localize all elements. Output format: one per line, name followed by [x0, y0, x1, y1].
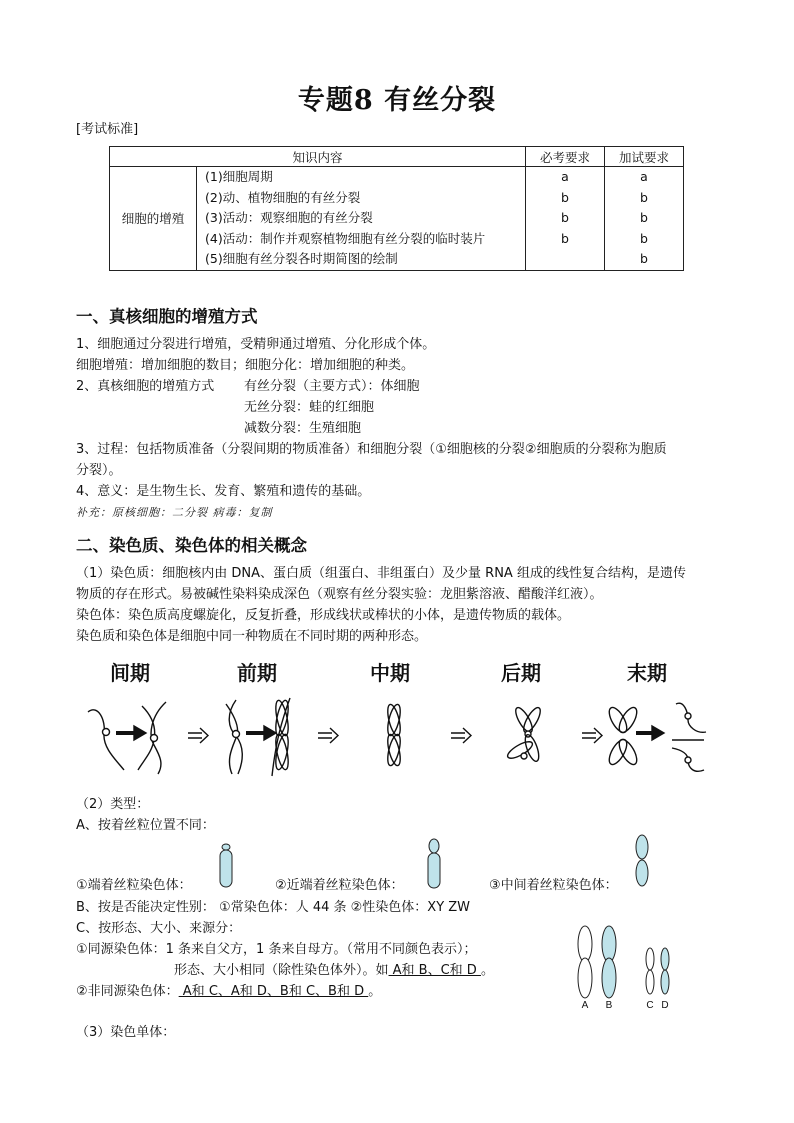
extra-4: b: [640, 230, 648, 246]
items-cell: [197, 167, 526, 271]
section2-heading: 二、染色质、染色体的相关概念: [76, 536, 307, 555]
label-c: C: [646, 1000, 654, 1010]
phase-label-telophase: 末期: [627, 661, 667, 685]
s1-amitosis: 无丝分裂：蛙的红细胞: [244, 400, 375, 415]
chromosome-d-upper: [661, 948, 669, 970]
process-arrow: [188, 728, 208, 743]
non-homologous-label: ②非同源染色体：: [76, 984, 179, 999]
required-3: b: [561, 210, 569, 225]
thick-arrow-head: [134, 726, 146, 740]
chromosome-d-lower: [661, 970, 669, 994]
shape-size-heading: C、按形态、大小、来源分：: [76, 921, 242, 936]
header-required: 必考要求: [526, 147, 605, 167]
label-b: B: [605, 1000, 613, 1010]
label-d: D: [661, 1000, 669, 1010]
chromosome-b-lower: [602, 958, 616, 998]
process-arrow: [451, 728, 471, 743]
s1-meiosis: 减数分裂：生殖细胞: [244, 421, 362, 436]
extra-1: a: [640, 169, 648, 184]
section1-heading: 一、真核细胞的增殖方式: [76, 307, 258, 326]
extra-5: b: [640, 251, 648, 266]
thick-arrow-head: [264, 726, 276, 740]
s1-p2: 细胞增殖：增加细胞的数目；细胞分化：增加细胞的种类。: [76, 358, 415, 373]
phase-label-anaphase: 后期: [501, 661, 541, 685]
s1-p4b: 分裂）。: [76, 463, 122, 478]
chromosome-c-upper: [646, 948, 654, 970]
required-5: [530, 249, 600, 270]
item-3: (3)活动：观察细胞的有丝分裂: [205, 210, 373, 225]
phase-label-interphase: 间期: [110, 661, 150, 685]
chromatin-strand: [88, 710, 124, 770]
s1-p5: 4、意义：是生物生长、发育、繁殖和遗传的基础。: [76, 484, 371, 499]
label-a: A: [581, 1000, 589, 1010]
process-arrow: [582, 728, 602, 743]
required-4: b: [561, 230, 569, 246]
s1-mitosis: 有丝分裂（主要方式）：体细胞: [244, 379, 420, 394]
chromosome-a-lower: [578, 958, 592, 998]
centromere-position-heading: A、按着丝粒位置不同：: [76, 818, 215, 833]
item-4: (4)活动：制作并观察植物细胞有丝分裂的临时装片: [205, 230, 486, 246]
metacentric-chromosome-icon: [632, 834, 652, 888]
chromosome-b-upper: [602, 926, 616, 962]
centromere-dot: [685, 713, 691, 719]
non-homologous-line: [76, 982, 381, 1002]
extra-2: b: [640, 189, 648, 205]
homologous-line2: [174, 961, 494, 981]
process-arrow: [318, 728, 338, 743]
telocentric-chromosome-icon: [214, 842, 238, 890]
chromatid: [616, 705, 640, 735]
homologous-chromosomes-figure: [570, 924, 680, 1010]
s2-p3: 染色质和染色体是细胞中同一种物质在不同时期的两种形态。: [76, 629, 428, 644]
metacentric-label: ③中间着丝粒染色体：: [489, 878, 618, 893]
item-5: (5)细胞有丝分裂各时期简图的绘制: [205, 251, 398, 266]
acrocentric-label: ②近端着丝粒染色体：: [275, 878, 404, 893]
sex-determination-line: B、按是否能决定性别： ①常染色体：人 44 条 ②性染色体：XY ZW: [76, 900, 471, 915]
chromatid-heading: （3）染色单体：: [76, 1025, 176, 1040]
chromatin-strand: [226, 704, 238, 774]
required-cell: [526, 167, 605, 271]
item-2: (2)动、植物细胞的有丝分裂: [205, 189, 361, 205]
s2-p2: 染色体：染色质高度螺旋化，反复折叠，形成线状或棒状的小体，是遗传物质的载体。: [76, 608, 571, 623]
non-homologous-example: A和 C、A和 D、B和 C、B和 D: [178, 984, 369, 999]
mitosis-phase-diagram: [76, 690, 726, 780]
s1-p3: 2、真核细胞的增殖方式: [76, 379, 215, 394]
extra-cell: [605, 167, 684, 271]
category-cell: 细胞的增殖: [110, 167, 197, 271]
s1-note: 补充：原核细胞：二分裂 病毒：复制: [76, 506, 273, 519]
chromosome-a-upper: [578, 926, 592, 962]
table-row: [110, 167, 684, 271]
homologous-example: A和 B、C和 D: [388, 963, 481, 978]
types-heading: （2）类型：: [76, 797, 150, 812]
centromere-dot: [521, 753, 527, 759]
exam-standard-table: [109, 146, 684, 271]
header-knowledge: 知识内容: [110, 147, 526, 167]
centromere-dot: [233, 731, 240, 738]
required-1: a: [561, 169, 569, 184]
extra-3: b: [640, 210, 648, 225]
thick-arrow-head: [652, 726, 664, 740]
phase-label-prophase: 前期: [237, 661, 277, 685]
acrocentric-chromosome-icon: [424, 838, 444, 890]
s2-p1b: 物质的存在形式。易被碱性染料染成深色（观察有丝分裂实验：龙胆紫溶液、醋酸洋红液）。: [76, 587, 603, 602]
chromatid: [505, 739, 534, 762]
centromere-dot: [103, 729, 110, 736]
homologous-period: 。: [480, 963, 494, 978]
page-title: 专题8 有丝分裂: [297, 85, 497, 116]
non-homologous-period: 。: [368, 984, 382, 999]
header-extra: 加试要求: [605, 147, 684, 167]
homologous-line1: ①同源染色体：1 条来自父方，1 条来自母方。（常用不同颜色表示）；: [76, 942, 477, 957]
phase-label-metaphase: 中期: [370, 661, 410, 685]
centromere-dot: [685, 757, 691, 763]
required-2: b: [561, 189, 569, 205]
item-1: (1)细胞周期: [205, 169, 273, 184]
chromosome-c-lower: [646, 970, 654, 994]
s1-p4: 3、过程：包括物质准备（分裂间期的物质准备）和细胞分裂（①细胞核的分裂②细胞质的分裂称为胞质: [76, 442, 667, 457]
table-header-row: [110, 147, 684, 167]
centromere-dot: [151, 735, 158, 742]
homologous-line2-text: 形态、大小相同（除性染色体外）。如: [174, 963, 389, 978]
s1-p1: 1、细胞通过分裂进行增殖，受精卵通过增殖、分化形成个体。: [76, 337, 436, 352]
s2-p1: （1）染色质：细胞核内由 DNA、蛋白质（组蛋白、非组蛋白）及少量 RNA 组成的线性复合结构，是遗传: [76, 566, 686, 581]
exam-standard-tag: [考试标准]: [76, 122, 139, 137]
chromatid: [616, 737, 640, 767]
telocentric-label: ①端着丝粒染色体：: [76, 878, 192, 893]
